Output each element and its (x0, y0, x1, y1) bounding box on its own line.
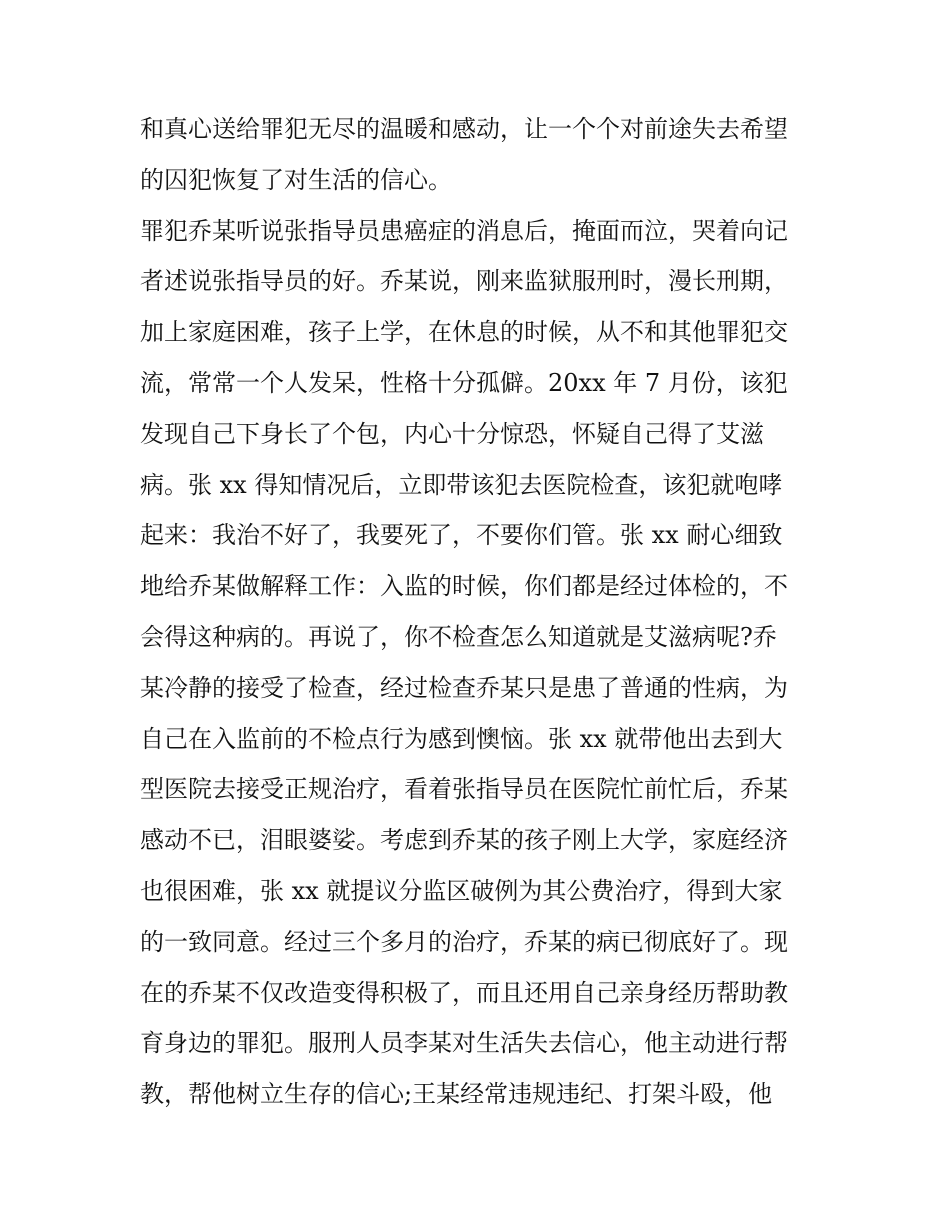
text-line: 发现自己下身长了个包，内心十分惊恐，怀疑自己得了艾滋 (140, 419, 764, 448)
text-line: 教，帮他树立生存的信心;王某经常违规违纪、打架斗殴，他 (140, 1080, 773, 1109)
body-text (140, 104, 820, 1120)
text-line: 加上家庭困难，孩子上学，在休息的时候，从不和其他罪犯交 (140, 318, 788, 347)
text-line: 感动不已，泪眼婆娑。考虑到乔某的孩子刚上大学，家庭经济 (140, 826, 788, 855)
text-line: 某冷静的接受了检查，经过检查乔某只是患了普通的性病，为 (140, 673, 788, 702)
text-line: 地给乔某做解释工作：入监的时候，你们都是经过体检的，不 (140, 572, 788, 601)
text-line: 自己在入监前的不检点行为感到懊恼。张 xx 就带他出去到大 (140, 724, 783, 753)
text-line: 起来：我治不好了，我要死了，不要你们管。张 xx 耐心细致 (140, 521, 783, 550)
text-line: 流，常常一个人发呆，性格十分孤僻。20xx 年 7 月份，该犯 (140, 368, 788, 397)
text-line: 育身边的罪犯。服刑人员李某对生活失去信心，他主动进行帮 (140, 1029, 788, 1058)
text-line: 的一致同意。经过三个多月的治疗，乔某的病已彻底好了。现 (140, 927, 788, 956)
text-line: 型医院去接受正规治疗，看着张指导员在医院忙前忙后，乔某 (140, 775, 788, 804)
text-line: 会得这种病的。再说了，你不检查怎么知道就是艾滋病呢?乔 (140, 622, 777, 651)
text-line: 在的乔某不仅改造变得积极了，而且还用自己亲身经历帮助教 (140, 978, 788, 1007)
text-line: 罪犯乔某听说张指导员患癌症的消息后，掩面而泣，哭着向记 (140, 216, 788, 245)
text-line: 的囚犯恢复了对生活的信心。 (140, 165, 452, 194)
text-line: 和真心送给罪犯无尽的温暖和感动，让一个个对前途失去希望 (140, 115, 788, 143)
text-line: 者述说张指导员的好。乔某说，刚来监狱服刑时，漫长刑期， (140, 267, 788, 296)
text-line: 病。张 xx 得知情况后，立即带该犯去医院检查，该犯就咆哮 (140, 470, 783, 499)
text-line: 也很困难，张 xx 就提议分监区破例为其公费治疗，得到大家 (140, 876, 783, 905)
